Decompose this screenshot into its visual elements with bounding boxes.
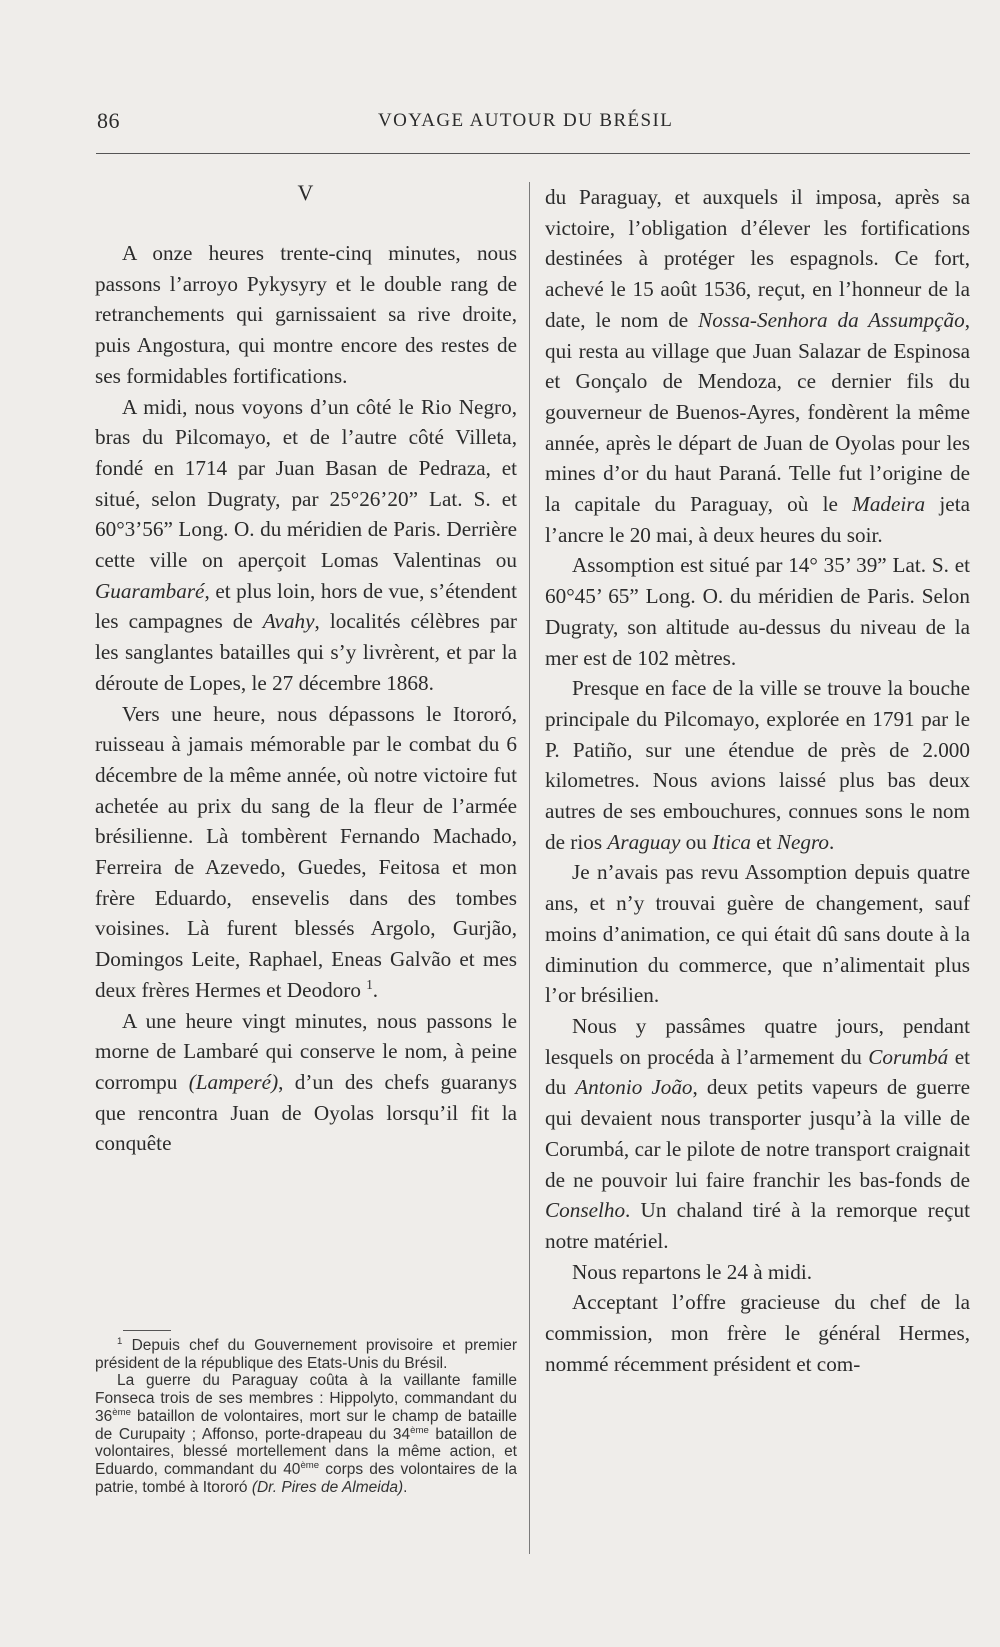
paragraph: Nous repartons le 24 à midi. bbox=[572, 1259, 813, 1284]
footnote: $^1$ Depuis chef du Gouvernement provisoire et premier président de la république des Etats-Unis du Brésil. bbox=[95, 1335, 518, 1372]
paragraph: Je n’avais pas revu Assomption depuis quatre ans, et n’y trouvai guère de changement, sauf moins d’animation, ce qui était dû sans doute à la diminution du commerce, que n’alimentait plus l’or brésilien. bbox=[545, 860, 970, 1008]
place-name: Avahy bbox=[262, 609, 315, 634]
footnotes bbox=[95, 1330, 517, 1496]
running-title: VOYAGE AUTOUR DU BRÉSIL bbox=[378, 110, 674, 131]
ship-name: Antonio João bbox=[575, 1075, 693, 1100]
river-name: Itica bbox=[712, 829, 751, 854]
page-header bbox=[0, 108, 1000, 144]
paragraph: Presque en face de la ville se trouve la bouche principale du Pilcomayo, explorée en 1791 par le P. Patiño, sur une étendue de près de 2.000 kilometres. Nous avions laissé plus bas deux autres de ses embouchures, connues sons le nom de rios Araguay ou Itica et Negro. bbox=[545, 676, 970, 854]
footnote: La guerre du Paraguay coûta à la vaillante famille Fonseca trois de ses membres : Hippolyto, commandant du 36ème bataillon de volontaires, mort sur le champ de bataille de Curupaity ; Affonso, porte-drapeau du 34ème bataillon de volontaires, blessé mortellement dans la même action, et Eduardo, commandant du 40ème corps des volontaires de la patrie, tombé à Itororó (Dr. Pires de Almeida). bbox=[95, 1372, 518, 1496]
place-name: Conselho bbox=[545, 1198, 626, 1223]
header-rule bbox=[96, 153, 970, 154]
right-column bbox=[545, 182, 970, 1379]
footnote-reference: 1 bbox=[366, 976, 373, 992]
paragraph: A midi, nous voyons d’un côté le Rio Negro, bras du Pilcomayo, et de l’autre côté Villeta, fondé en 1714 par Juan Basan de Pedraza, et situé, selon Dugraty, par 25°26’20” Lat. S. et 60°3’56” Long. O. du méridien de Paris. Derrière cette ville on aperçoit Lomas Valentinas ou Guarambaré, et plus loin, hors de vue, s’étendent les campagnes de Avahy, localités célèbres par les sanglantes batailles qui s’y livrèrent, et par la déroute de Lopes, le 27 décembre 1868. bbox=[95, 394, 517, 695]
footnote-rule bbox=[123, 1330, 171, 1331]
place-name: Nossa-Senhora da Assumpção bbox=[698, 307, 965, 332]
footnote-source: (Dr. Pires de Almeida) bbox=[251, 1478, 404, 1496]
paragraph: du Paraguay, et auxquels il imposa, après sa victoire, l’obligation d’élever les fortifications destinées à protéger les espagnols. Ce fort, achevé le 15 août 1536, reçut, en l’honneur de la date, le nom de Nossa-Senhora da Assumpção, qui resta au village que Juan Salazar de Espinosa et Gonçalo de Mendoza, ce dernier fils du gouverneur de Buenos-Ayres, fondèrent la même année, après le départ de Juan de Oyolas pour les mines d’or du haut Paraná. Telle fut l’origine de la capitale du Paraguay, où le Madeira jeta l’ancre le 20 mai, à deux heures du soir. bbox=[545, 185, 970, 547]
ship-name: Corumbá bbox=[868, 1044, 949, 1069]
section-heading: V bbox=[297, 180, 315, 205]
page-number: 86 bbox=[97, 108, 120, 133]
place-name: Guarambaré bbox=[95, 578, 205, 603]
left-column bbox=[95, 178, 517, 1159]
column-divider bbox=[529, 182, 530, 1554]
ship-name: Madeira bbox=[852, 492, 926, 517]
paragraph: Assomption est situé par 14° 35’ 39” Lat. S. et 60°45’ 65” Long. O. du méridien de Paris. Selon Dugraty, son altitude au-dessus du niveau de la mer est de 102 mètres. bbox=[545, 553, 970, 670]
river-name: Negro bbox=[776, 829, 830, 854]
paragraph: A une heure vingt minutes, nous passons le morne de Lambaré qui conserve le nom, à peine corrompu (Lamperé), d’un des chefs guaranys que rencontra Juan de Oyolas lorsqu’il fit la conquête bbox=[95, 1008, 517, 1156]
paragraph: Nous y passâmes quatre jours, pendant lesquels on procéda à l’armement du Corumbá et du Antonio João, deux petits vapeurs de guerre qui devaient nous transporter jusqu’à la ville de Corumbá, car le pilote de notre transport craignait de ne pouvoir lui faire franchir les bas-fonds de Conselho. Un chaland tiré à la remorque reçut notre matériel. bbox=[545, 1013, 970, 1253]
paragraph: Acceptant l’offre gracieuse du chef de la commission, mon frère le général Hermes, nommé récemment président et com- bbox=[545, 1290, 970, 1376]
place-name: (Lamperé) bbox=[188, 1069, 279, 1094]
footnote-marker: 1 bbox=[117, 1335, 123, 1347]
paragraph: Vers une heure, nous dépassons le Itororó, ruisseau à jamais mémorable par le combat du 6 décembre de la même année, où notre victoire fut achetée au prix du sang de la fleur de l’armée brésilienne. Là tombèrent Fernando Machado, Ferreira de Azevedo, Guedes, Feitosa et mon frère Eduardo, ensevelis dans des tombes voisines. Là furent blessés Argolo, Gurjão, Domingos Leite, Raphael, Eneas Galvão et mes deux frères Hermes et Deodoro $^1$. bbox=[95, 701, 517, 1002]
paragraph: A onze heures trente-cinq minutes, nous passons l’arroyo Pykysyry et le double rang de retranchements qui garnissaient sa rive droite, puis Angostura, qui montre encore des restes de ses formidables fortifications. bbox=[95, 241, 517, 388]
river-name: Araguay bbox=[607, 829, 681, 854]
